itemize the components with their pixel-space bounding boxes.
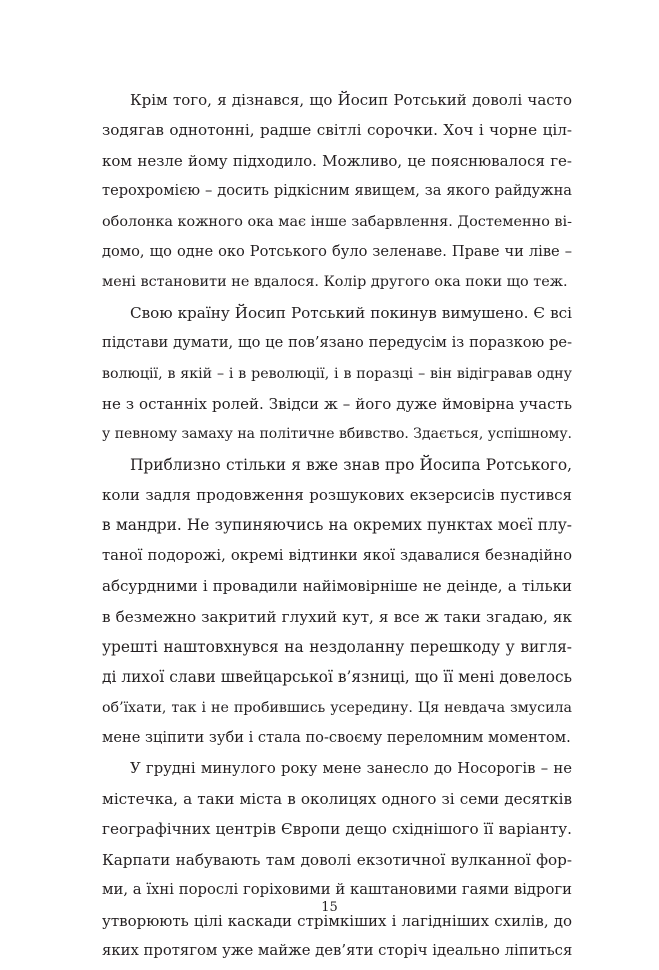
text-line: волюції, в якій – і в революції, і в поразці – він відігравав одну	[102, 365, 572, 382]
text-line: Приблизно стільки я вже знав про Йосипа Ротського,	[130, 455, 572, 474]
page-number: 15	[321, 900, 338, 915]
text-line: урешті наштовхнувся на нездоланну перешкоду у вигля-	[102, 638, 572, 657]
text-line: яких протягом уже майже дев’яти сторіч ідеально ліпиться	[102, 941, 573, 959]
text-line: ді лихої слави швейцарської в’язниці, що її мені довелось	[102, 668, 572, 687]
text-line: Крім того, я дізнався, що Йосип Ротський доволі часто	[130, 91, 572, 109]
text-line: Карпати набувають там доволі екзотичної вулканної фор-	[102, 850, 572, 869]
text-line: в мандри. Не зупиняючись на окремих пунктах моєї плу-	[102, 516, 572, 535]
text-line: таної подорожі, окремі відтинки якої здавалися безнадійно	[102, 546, 572, 564]
text-line: мені встановити не вдалося. Колір другого ока поки що теж.	[102, 274, 568, 291]
text-line: зодягав однотонні, радше світлі сорочки. Хоч і чорне ціл-	[102, 121, 572, 140]
text-line: абсурдними і провадили найімовірніше не деінде, а тільки	[102, 577, 572, 596]
text-line: ком незле йому підходило. Можливо, це пояснювалося ге-	[102, 151, 572, 170]
text-line: у певному замаху на політичне вбивство. Здається, успішному.	[102, 426, 573, 443]
text-line: утворюють цілі каскади стрімкіших і лагідніших схилів, до	[102, 911, 572, 930]
text-line: терохромією – досить рідкісним явищем, за якого райдужна	[102, 182, 572, 200]
text-line: містечка, а таки міста в околицях одного зі семи десятків	[102, 789, 572, 808]
text-line: підстави думати, що це пов’язано передусім із поразкою ре-	[102, 334, 572, 352]
text-line: У грудні минулого року мене занесло до Носорогів – не	[130, 759, 572, 777]
text-line: об’їхати, так і не пробившись усередину. Ця невдача змусила	[102, 699, 572, 716]
text-line: не з останніх ролей. Звідси ж – його дуже ймовірна участь	[102, 394, 572, 413]
text-line: оболонка кожного ока має інше забарвлення. Достеменно ві-	[102, 213, 573, 230]
text-line: домо, що одне око Ротського було зеленаве. Праве чи ліве –	[102, 242, 572, 260]
text-line: мене зціпити зуби і стала по-своєму переломним моментом.	[102, 729, 571, 747]
text-line: ми, а їхні порослі горіховими й каштановими гаями відроги	[102, 881, 572, 899]
text-line: в безмежно закритий глухий кут, я все ж таки згадаю, як	[102, 607, 572, 626]
text-line: коли задля продовження розшукових екзерсисів пустився	[102, 486, 572, 505]
text-line: географічних центрів Європи дещо східнішого її варіанту.	[102, 820, 572, 839]
body-text	[102, 85, 572, 966]
text-line: Свою країну Йосип Ротський покинув вимушено. Є всі	[130, 303, 572, 322]
